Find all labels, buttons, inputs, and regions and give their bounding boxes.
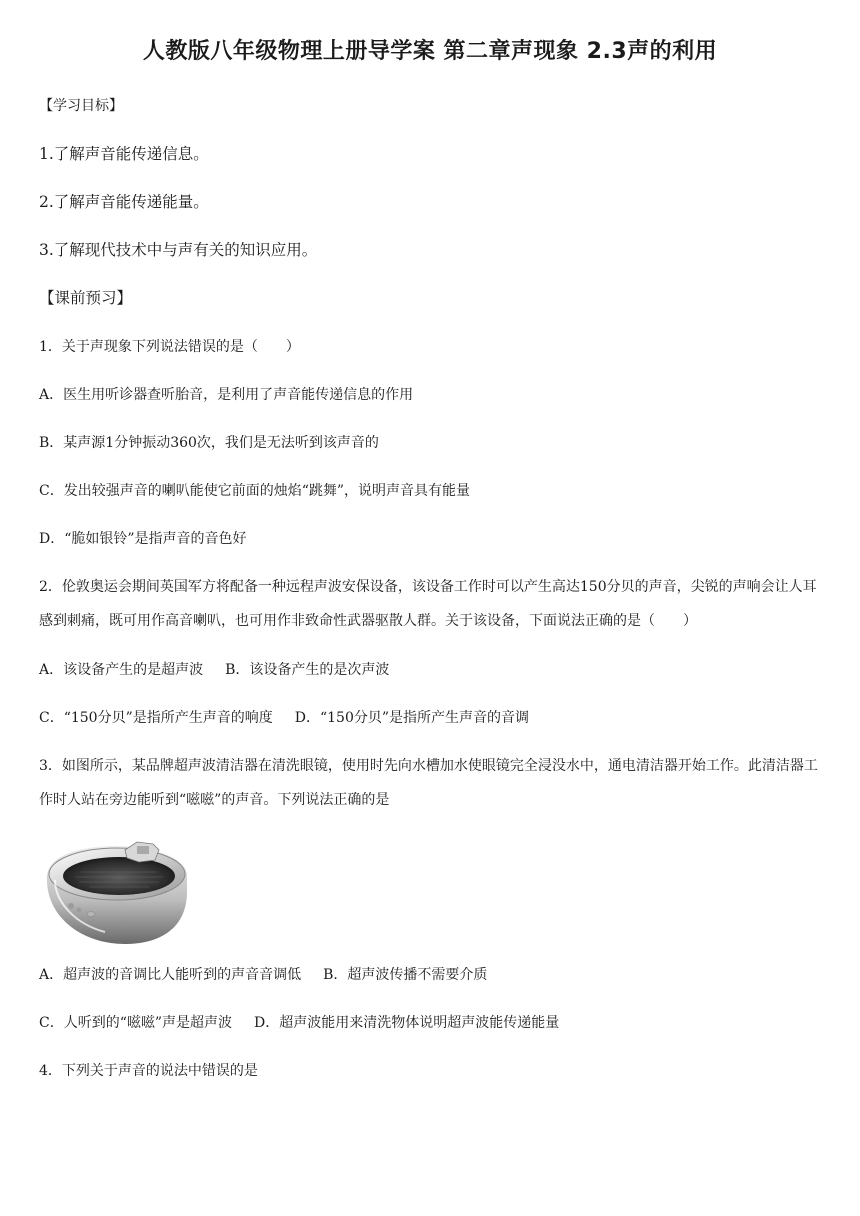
question-3-stem: 3．如图所示，某品牌超声波清洁器在清洗眼镜，使用时先向水槽加水使眼镜完全浸没水中，通电清洁器开始工作。此清洁器工作时人站在旁边能听到“嗞嗞”的声音。下列说法正确的是 <box>39 758 818 808</box>
goal-item-3: 3.了解现代技术中与声有关的知识应用。 <box>39 241 318 259</box>
question-3-options-cd <box>39 1013 559 1033</box>
question-2-option-c: C．“150分贝”是指所产生声音的响度 <box>39 710 273 726</box>
question-3-option-c: C．人听到的“嗞嗞”声是超声波 <box>39 1015 233 1031</box>
question-2-option-b: B．该设备产生的是次声波 <box>225 662 390 678</box>
question-2-option-a: A．该设备产生的是超声波 <box>39 662 204 678</box>
question-2-stem: 2．伦敦奥运会期间英国军方将配备一种远程声波安保设备，该设备工作时可以产生高达150分贝的声音，尖锐的声响会让人耳感到刺痛，既可用作高音喇叭，也可用作非致命性武器驱散人群。关于该设备，下面说法正确的是（ ） <box>39 579 817 629</box>
question-1-option-c: C．发出较强声音的喇叭能使它前面的烛焰“跳舞”，说明声音具有能量 <box>39 483 471 499</box>
ultrasonic-cleaner-image <box>41 836 191 948</box>
question-3-option-d: D．超声波能用来清洗物体说明超声波能传递能量 <box>254 1015 560 1031</box>
question-1-option-a: A．医生用听诊器查听胎音，是利用了声音能传递信息的作用 <box>39 387 414 403</box>
question-3-options-ab <box>39 965 487 985</box>
page-title: 人教版八年级物理上册导学案 第二章声现象 2.3声的利用 <box>142 39 718 64</box>
question-2-options-cd <box>39 708 529 728</box>
question-2-options-ab <box>39 660 389 680</box>
goals-header: 【学习目标】 <box>39 98 123 114</box>
goal-item-2: 2.了解声音能传递能量。 <box>39 193 209 211</box>
question-1-stem: 1．关于声现象下列说法错误的是（ ） <box>39 339 300 355</box>
goal-item-1: 1.了解声音能传递信息。 <box>39 145 209 163</box>
question-3-option-a: A．超声波的音调比人能听到的声音音调低 <box>39 967 302 983</box>
preview-header: 【课前预习】 <box>39 289 133 307</box>
question-4-stem: 4．下列关于声音的说法中错误的是 <box>39 1063 258 1079</box>
question-1-option-d: D．“脆如银铃”是指声音的音色好 <box>39 531 247 547</box>
question-1-option-b: B．某声源1分钟振动360次，我们是无法听到该声音的 <box>39 435 379 451</box>
question-2-option-d: D．“150分贝”是指所产生声音的音调 <box>294 710 530 726</box>
question-3-option-b: B．超声波传播不需要介质 <box>323 967 488 983</box>
